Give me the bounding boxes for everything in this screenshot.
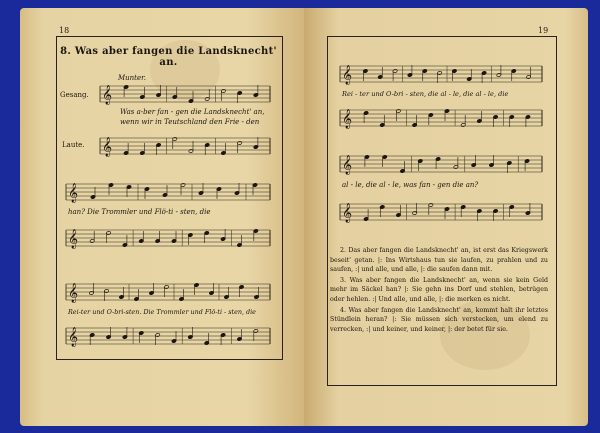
svg-text:𝄞: 𝄞: [342, 65, 353, 85]
svg-text:𝄞: 𝄞: [68, 229, 79, 249]
music-staff: [340, 202, 542, 222]
verse: 2. Das aber fangen die Landsknecht' an, ist erst das Kriegswerk beseit' getan. |: Ins Wirtshaus tun sie laufen, zu prahlen und zu saufen, :| und alle, und alle, |: die saufen dann mit.: [330, 247, 548, 274]
verse: 4. Was aber fangen die Landsknecht' an, kommt halt ihr letztes Stündlein heran? |: Sie müssen sich verstecken, um elend zu verrecken, :| und keiner, und keiner, |: der betet für sie.: [330, 306, 548, 333]
verse: 3. Was aber fangen die Landsknecht' an, wenn sie kein Geld mehr im Säckel han? |: Sie gehn ins Dorf und stehlen, betrügen oder hehlen. :| Und alle, und alle, |: die merken es nicht.: [330, 276, 548, 303]
lyrics-line: han? Die Trommler und Flö-ti - sten, die: [68, 208, 211, 216]
music-staff: [340, 154, 542, 174]
tempo-marking: Munter.: [118, 74, 146, 82]
music-staff: [340, 108, 542, 128]
page-number-right: 19: [538, 26, 549, 35]
music-staff: [66, 182, 270, 202]
lyrics-line: Rei - ter und O-bri - sten, die al - le, die al - le, die: [342, 90, 509, 98]
svg-text:𝄞: 𝄞: [342, 203, 353, 223]
lyrics-line: Was a-ber fan - gen die Landsknecht' an,: [120, 108, 265, 116]
music-staff: [100, 136, 270, 156]
svg-text:𝄞: 𝄞: [102, 85, 113, 105]
svg-text:𝄞: 𝄞: [68, 283, 79, 303]
music-staff: [66, 326, 270, 346]
voice-label: Gesang.: [60, 91, 89, 99]
lyrics-line: Rei-ter und O-bri-sten. Die Trommler und Flö-ti - sten, die: [68, 308, 256, 316]
song-title: 8. Was aber fangen die Landsknecht' an.: [60, 46, 277, 68]
music-staff: [66, 282, 270, 302]
music-staff: [66, 228, 270, 248]
music-staff: [340, 64, 542, 84]
lyrics-line: al - le, die al - le, was fan - gen die an?: [342, 181, 479, 189]
svg-text:𝄞: 𝄞: [102, 137, 113, 157]
svg-text:𝄞: 𝄞: [342, 109, 353, 129]
svg-text:𝄞: 𝄞: [68, 327, 79, 347]
svg-text:𝄞: 𝄞: [342, 155, 353, 175]
lute-label: Laute.: [62, 141, 85, 149]
lyrics-line: wenn wir in Teutschland den Frie - den: [120, 118, 260, 126]
verses-block: [330, 246, 548, 335]
page-number-left: 18: [59, 26, 70, 35]
svg-text:𝄞: 𝄞: [68, 183, 79, 203]
music-staff: [100, 84, 270, 104]
